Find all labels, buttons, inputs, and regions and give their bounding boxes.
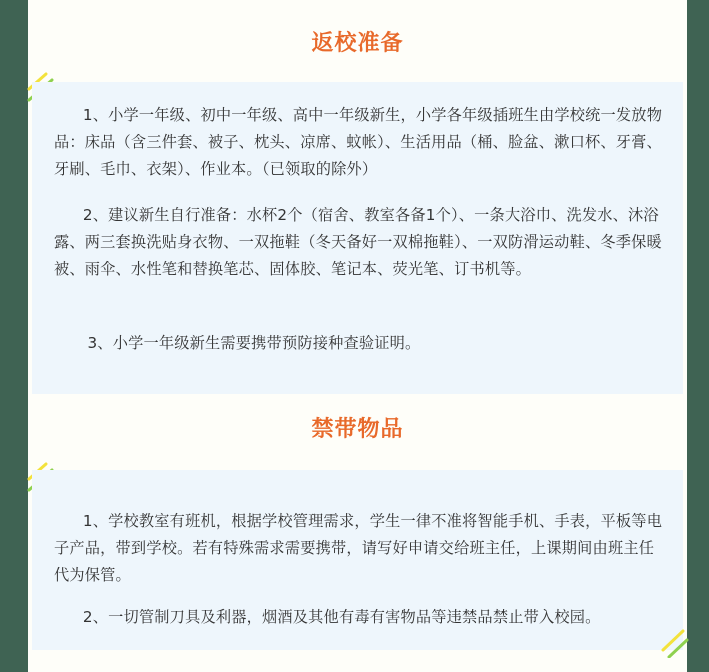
stripe-decoration-icon <box>659 628 689 658</box>
prepare-panel <box>32 82 683 394</box>
article-page <box>28 0 687 672</box>
prepare-item-1: 1、小学一年级、初中一年级、高中一年级新生，小学各年级插班生由学校统一发放物品：床品（含三件套、被子、枕头、凉席、蚊帐）、生活用品（桶、脸盆、漱口杯、牙膏、牙刷、毛巾、衣架）、作业本。（已领取的除外） <box>54 106 663 178</box>
section-title-forbidden: 禁带物品 <box>311 417 404 442</box>
forbidden-item-2: 2、一切管制刀具及利器，烟酒及其他有毒有害物品等违禁品禁止带入校园。 <box>82 608 601 626</box>
section-title-prepare: 返校准备 <box>311 31 404 56</box>
prepare-item-2: 2、建议新生自行准备：水杯2个（宿舍、教室各备1个）、一条大浴巾、洗发水、沐浴露、两三套换洗贴身衣物、一双拖鞋（冬天备好一双棉拖鞋）、一双防滑运动鞋、冬季保暖被、雨伞、水性笔和替换笔芯、固体胶、笔记本、荧光笔、订书机等。 <box>54 206 662 278</box>
forbidden-item-1: 1、学校教室有班机，根据学校管理需求，学生一律不准将智能手机、手表，平板等电子产品，带到学校。若有特殊需求需要携带，请写好申请交给班主任，上课期间由班主任代为保管。 <box>54 512 663 584</box>
prepare-item-3: 3、小学一年级新生需要携带预防接种查验证明。 <box>87 334 421 352</box>
forbidden-panel <box>32 470 683 650</box>
